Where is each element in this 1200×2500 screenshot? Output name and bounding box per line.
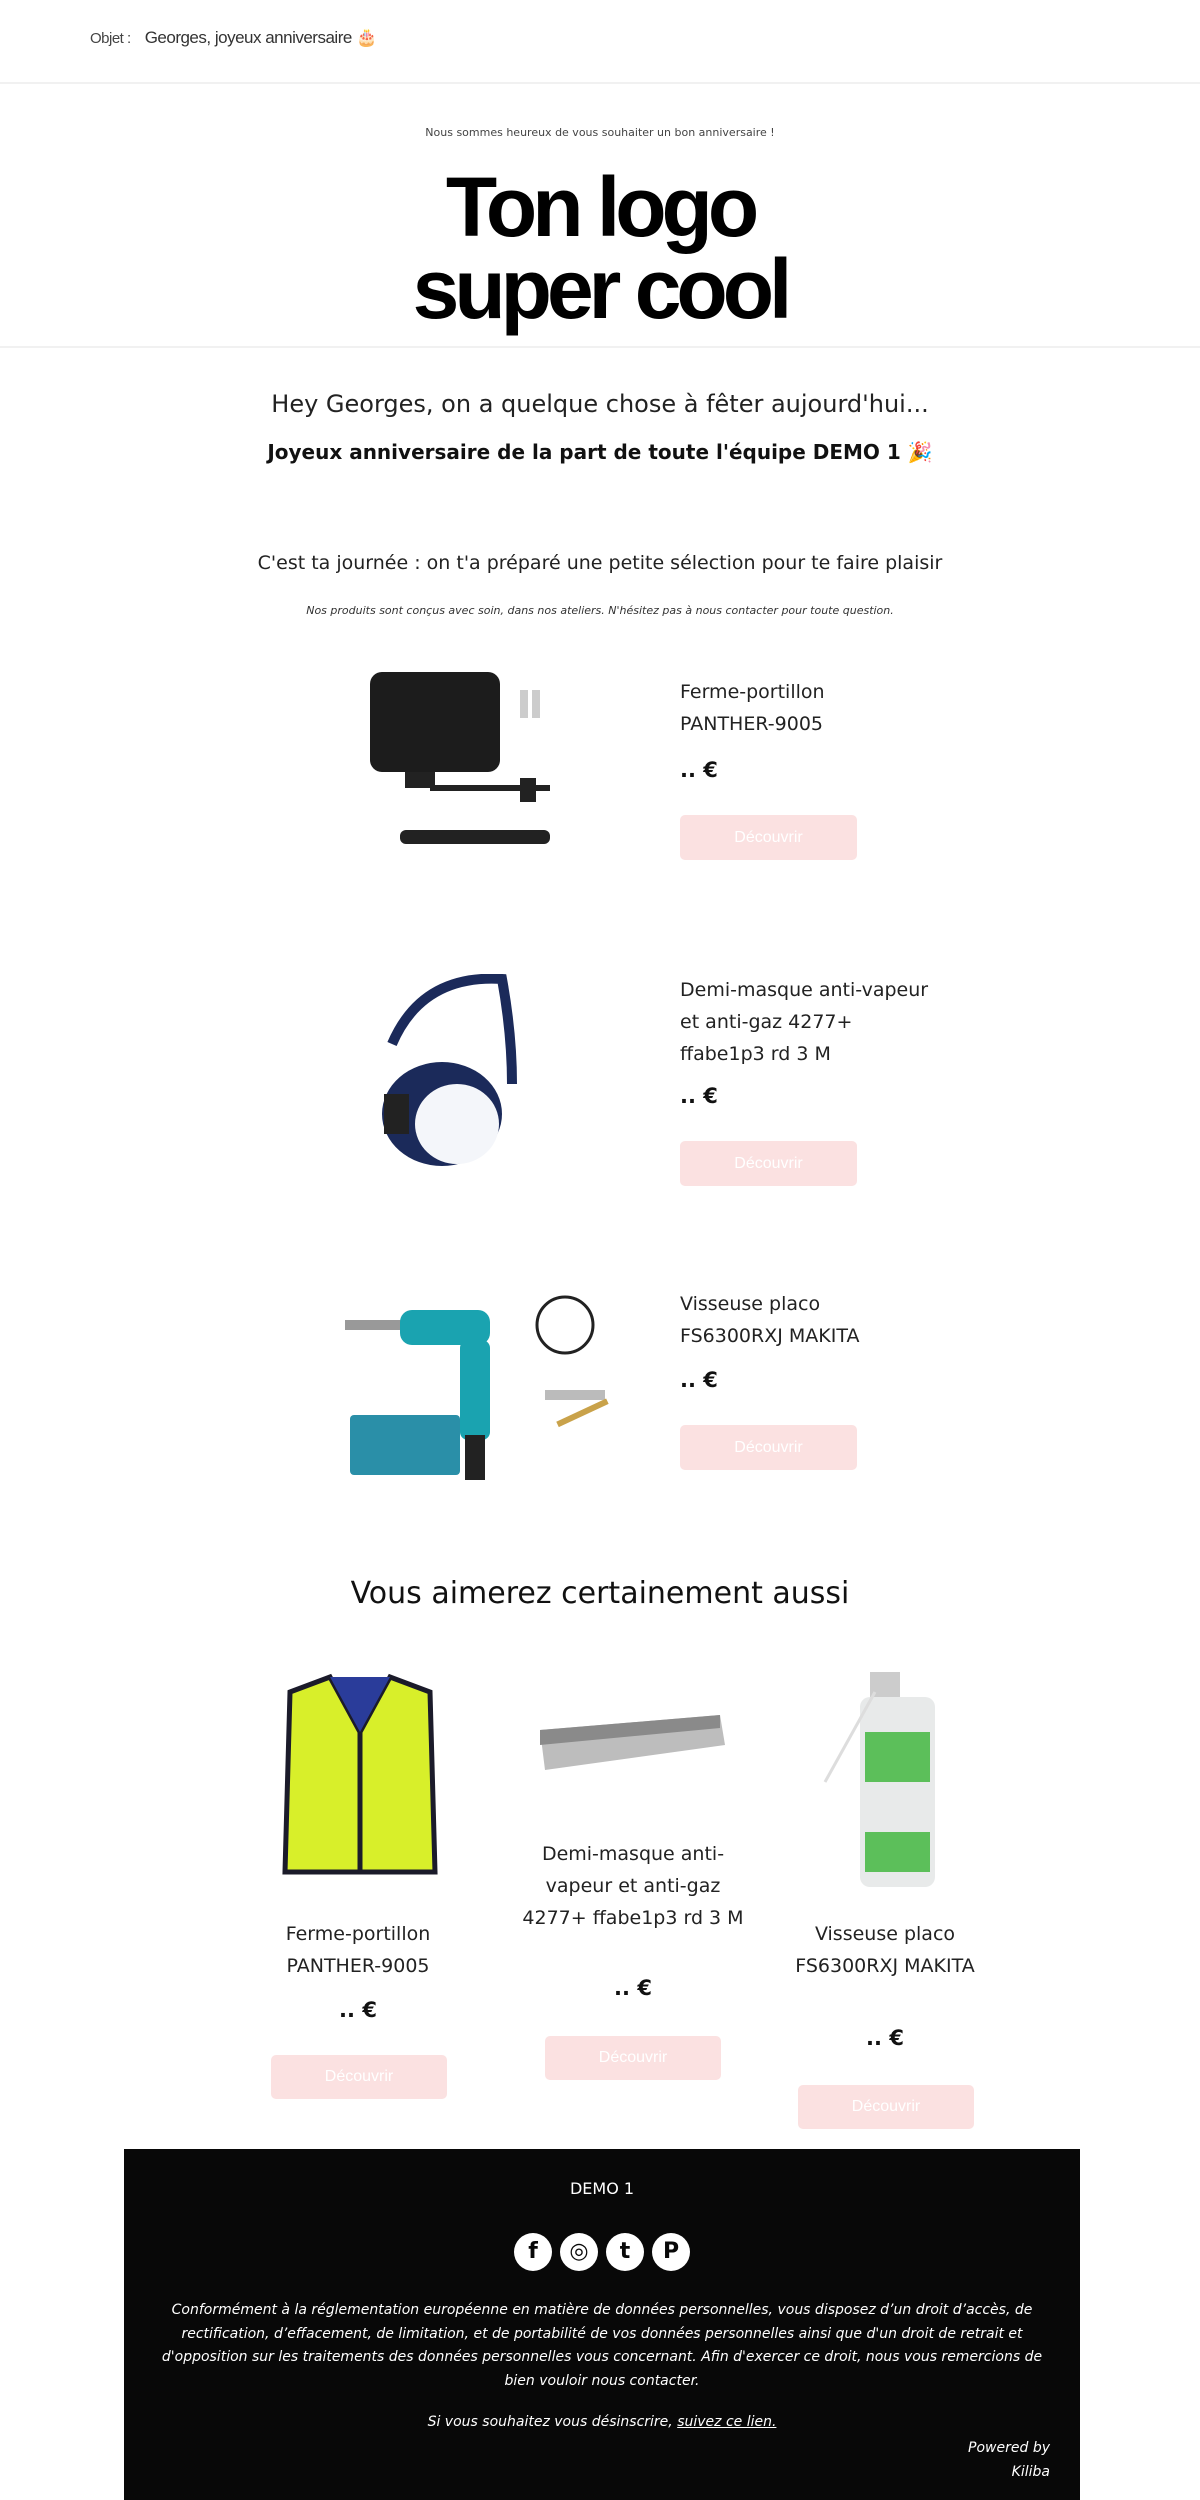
recommended-name: Ferme-portillon PANTHER-9005 bbox=[285, 1923, 431, 1977]
preheader: Nous sommes heureux de vous souhaiter un bon anniversaire ! bbox=[425, 126, 775, 139]
discover-button[interactable]: Découvrir bbox=[271, 2055, 447, 2099]
recommended-name: Visseuse placo FS6300RXJ MAKITA bbox=[795, 1923, 975, 1977]
recommended-price: .. € bbox=[866, 2026, 904, 2050]
powered-by bbox=[968, 2437, 1050, 2484]
wishes: Joyeux anniversaire de la part de toute l'équipe DEMO 1 🎉 bbox=[267, 440, 933, 464]
product-image-half-mask[interactable] bbox=[362, 974, 542, 1186]
discover-button[interactable]: Découvrir bbox=[798, 2085, 974, 2129]
legal-text: Conformément à la réglementation européenne en matière de données personnelles, vous disposez d’un droit d’accès, de rectification, d’effacement, de limitation, et de portabilité de vos données personnelles ainsi que d'un droit de retrait et d'opposition sur les traitements des données personnelles vous concernant. Afin d'exercer ce droit, nous vous remercions de bien vouloir nous contacter. bbox=[161, 2302, 1043, 2389]
social-links bbox=[124, 2233, 1080, 2271]
logo-line-2: super cool bbox=[412, 242, 788, 336]
discover-button[interactable]: Découvrir bbox=[680, 815, 857, 860]
product-name: Demi-masque anti-vapeur et anti-gaz 4277+ ffabe1p3 rd 3 M bbox=[680, 979, 929, 1065]
product-image-gate-closer[interactable] bbox=[360, 660, 560, 860]
footer-brand: DEMO 1 bbox=[569, 2179, 635, 2198]
twitter-icon[interactable]: t bbox=[606, 2233, 644, 2271]
recommended-image-vest[interactable] bbox=[270, 1672, 450, 1894]
discover-button[interactable]: Découvrir bbox=[545, 2036, 721, 2080]
product-price: .. € bbox=[680, 758, 718, 782]
recommended-name: Demi-masque anti-vapeur et anti-gaz 4277+ ffabe1p3 rd 3 M bbox=[522, 1843, 744, 1929]
footer bbox=[124, 2149, 1080, 2500]
recommend-title: Vous aimerez certainement aussi bbox=[350, 1576, 850, 1611]
divider bbox=[0, 82, 1200, 84]
product-name: Ferme-portillon PANTHER-9005 bbox=[680, 681, 825, 735]
powered-by-name: Kiliba bbox=[1011, 2463, 1050, 2480]
product-price: .. € bbox=[680, 1084, 718, 1108]
divider bbox=[0, 346, 1200, 348]
unsubscribe-link[interactable]: suivez ce lien. bbox=[677, 2414, 777, 2430]
logo bbox=[0, 160, 1200, 336]
product-price: .. € bbox=[680, 1368, 718, 1392]
instagram-icon[interactable]: ◎ bbox=[560, 2233, 598, 2271]
subject-label: Objet : bbox=[90, 30, 131, 47]
logo-line-1: Ton logo bbox=[445, 160, 755, 254]
product-image-screwdriver[interactable] bbox=[345, 1295, 625, 1485]
selection-note: Nos produits sont conçus avec soin, dans nos ateliers. N'hésitez pas à nous contacter pour toute question. bbox=[306, 604, 894, 617]
selection-intro: C'est ta journée : on t'a préparé une petite sélection pour te faire plaisir bbox=[257, 552, 943, 574]
recommended-image-spray-duster[interactable] bbox=[820, 1672, 950, 1890]
greeting: Hey Georges, on a quelque chose à fêter aujourd'hui... bbox=[271, 390, 929, 418]
recommended-price: .. € bbox=[339, 1998, 377, 2022]
unsubscribe-line bbox=[124, 2411, 1080, 2435]
facebook-icon[interactable]: f bbox=[514, 2233, 552, 2271]
recommended-price: .. € bbox=[614, 1976, 652, 2000]
discover-button[interactable]: Découvrir bbox=[680, 1141, 857, 1186]
powered-by-label: Powered by bbox=[968, 2440, 1050, 2456]
product-name: Visseuse placo FS6300RXJ MAKITA bbox=[680, 1293, 860, 1347]
subject-text: Georges, joyeux anniversaire 🎂 bbox=[144, 28, 377, 47]
email-subject bbox=[90, 28, 377, 48]
recommended-image-blade[interactable] bbox=[530, 1710, 735, 1780]
discover-button[interactable]: Découvrir bbox=[680, 1425, 857, 1470]
unsubscribe-text: Si vous souhaitez vous désinscrire, bbox=[427, 2414, 673, 2430]
pinterest-icon[interactable]: P bbox=[652, 2233, 690, 2271]
